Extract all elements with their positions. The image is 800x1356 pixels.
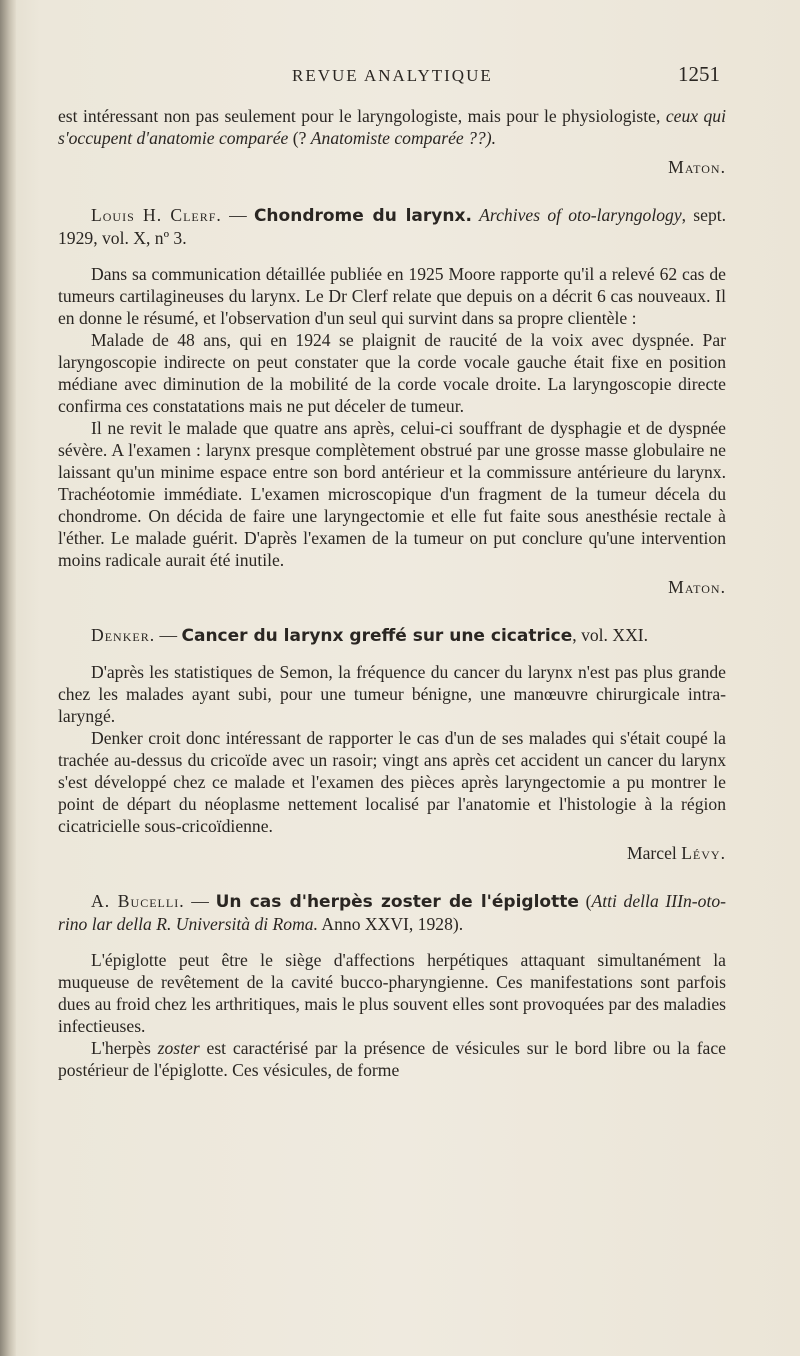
intro-section: [58, 105, 726, 178]
page-header: [60, 60, 720, 94]
entry-heading: [58, 890, 726, 935]
signature-first-name: Marcel: [626, 843, 682, 863]
entry-source-open: (: [578, 891, 592, 911]
paragraph: L'épiglotte peut être le siège d'affections herpétiques attaquant simultanément la muqueuse de revêtement de la cavité bucco-pharyngienne. Ces manifestations sont parfois dues au froid chez les arthritiques, mais le plus souvent elles sont provoquées par des maladies infectieuses.: [58, 950, 726, 1036]
entry-dash: —: [184, 891, 216, 911]
review-entry-denker: [58, 624, 726, 864]
entry-signature: [58, 842, 726, 864]
paragraph: [58, 1037, 726, 1081]
paragraph: D'après les statistiques de Semon, la fréquence du cancer du larynx n'est pas plus grande chez les malades ayant subi, pour une tumeur bénigne, une manœuvre chirurgicale intra-laryngé.: [58, 662, 726, 726]
intro-text: est intéressant non pas seulement pour le laryngologiste, mais pour le physiologiste,: [58, 106, 666, 126]
entry-title: Cancer du larynx greffé sur une cicatrice: [181, 626, 573, 646]
paragraph: Denker croit donc intéressant de rapporter le cas d'un de ses malades qui s'était coupé la trachée au-dessus du cricoïde avec un rasoir; vingt ans après cet accident un cancer du larynx s'est développé chez ce malade et l'examen des pièces après laryngectomie a pu montrer le point de départ du néoplasme nettement localisé par l'anatomie et l'histologie à la région cicatricielle sous-cricoïdienne.: [58, 728, 726, 836]
entry-heading: [58, 204, 726, 249]
entry-source: , vol. XXI.: [572, 625, 649, 645]
intro-text-paren: (?: [288, 128, 311, 148]
paragraph-text: est caractérisé par la présence de vésicules sur le bord libre ou la face postérieur de l'épiglotte. Ces vésicules, de forme: [58, 1038, 726, 1080]
entry-source-italic: Archives of oto-laryngology: [479, 205, 682, 225]
entry-source: Anno XXVI, 1928).: [317, 914, 464, 934]
page-body: [58, 105, 726, 1081]
review-entry-clerf: [58, 204, 726, 598]
book-spine-shadow: [0, 0, 16, 1356]
entry-title: Un cas d'herpès zoster de l'épiglotte: [215, 892, 579, 912]
entry-author: Denker.: [91, 625, 156, 645]
review-entry-bucelli: [58, 890, 726, 1081]
intro-paragraph: [58, 105, 726, 149]
entry-dash: —: [221, 205, 254, 225]
paragraph-text: L'herpès: [91, 1038, 158, 1058]
intro-italic-2: Anatomiste comparée ??).: [310, 128, 496, 148]
entry-author: A. Bucelli.: [91, 891, 185, 911]
entry-title: Chondrome du larynx.: [253, 206, 472, 226]
paragraph: Dans sa communication détaillée publiée en 1925 Moore rapporte qu'il a relevé 62 cas de tumeurs cartilagineuses du larynx. Le Dr Clerf relate que depuis on a décrit 6 cas nouveaux. Il en donne le résumé, et l'observation d'un seul qui survint dans sa propre clientèle :: [58, 264, 726, 328]
entry-heading: [58, 624, 726, 647]
signature-last-name: Lévy.: [681, 843, 726, 863]
intro-signature: Maton.: [668, 157, 726, 177]
paragraph-italic: zoster: [157, 1038, 200, 1058]
paragraph: Malade de 48 ans, qui en 1924 se plaignit de raucité de la voix avec dyspnée. Par laryngoscopie indirecte on peut constater que la corde vocale gauche était fixe en position médiane avec diminution de la mobilité de la corde vocale droite. La laryngoscopie directe confirma ces constatations mais ne put déceler de tumeur.: [58, 330, 726, 416]
entry-dash: —: [155, 625, 182, 645]
running-title: REVUE ANALYTIQUE: [292, 66, 493, 85]
paragraph: Il ne revit le malade que quatre ans après, celui-ci souffrant de dysphagie et de dyspnée sévère. A l'examen : larynx presque complètement obstrué par une grosse masse globulaire ne laissant qu'un minime espace entre son bord antérieur et la commissure antérieure du larynx. Trachéotomie immédiate. L'examen microscopique d'un fragment de la tumeur décela du chondrome. On décida de faire une laryngectomie et elle fut faite sous anesthésie rectale à l'éther. Le malade guérit. D'après l'examen de la tumeur on put conclure qu'une intervention moins radicale aurait été inutile.: [58, 418, 726, 570]
entry-source-italic: Atti della IIIn-oto-rino lar della R. Università di Roma.: [58, 891, 727, 934]
entry-author: Louis H. Clerf.: [91, 205, 222, 225]
intro-italic: ceux qui s'occupent d'anatomie comparée: [58, 106, 726, 148]
page-number: 1251: [678, 62, 720, 86]
entry-source: , sept. 1929, vol. X, nº 3.: [58, 205, 727, 248]
entry-signature: Maton.: [668, 577, 726, 597]
